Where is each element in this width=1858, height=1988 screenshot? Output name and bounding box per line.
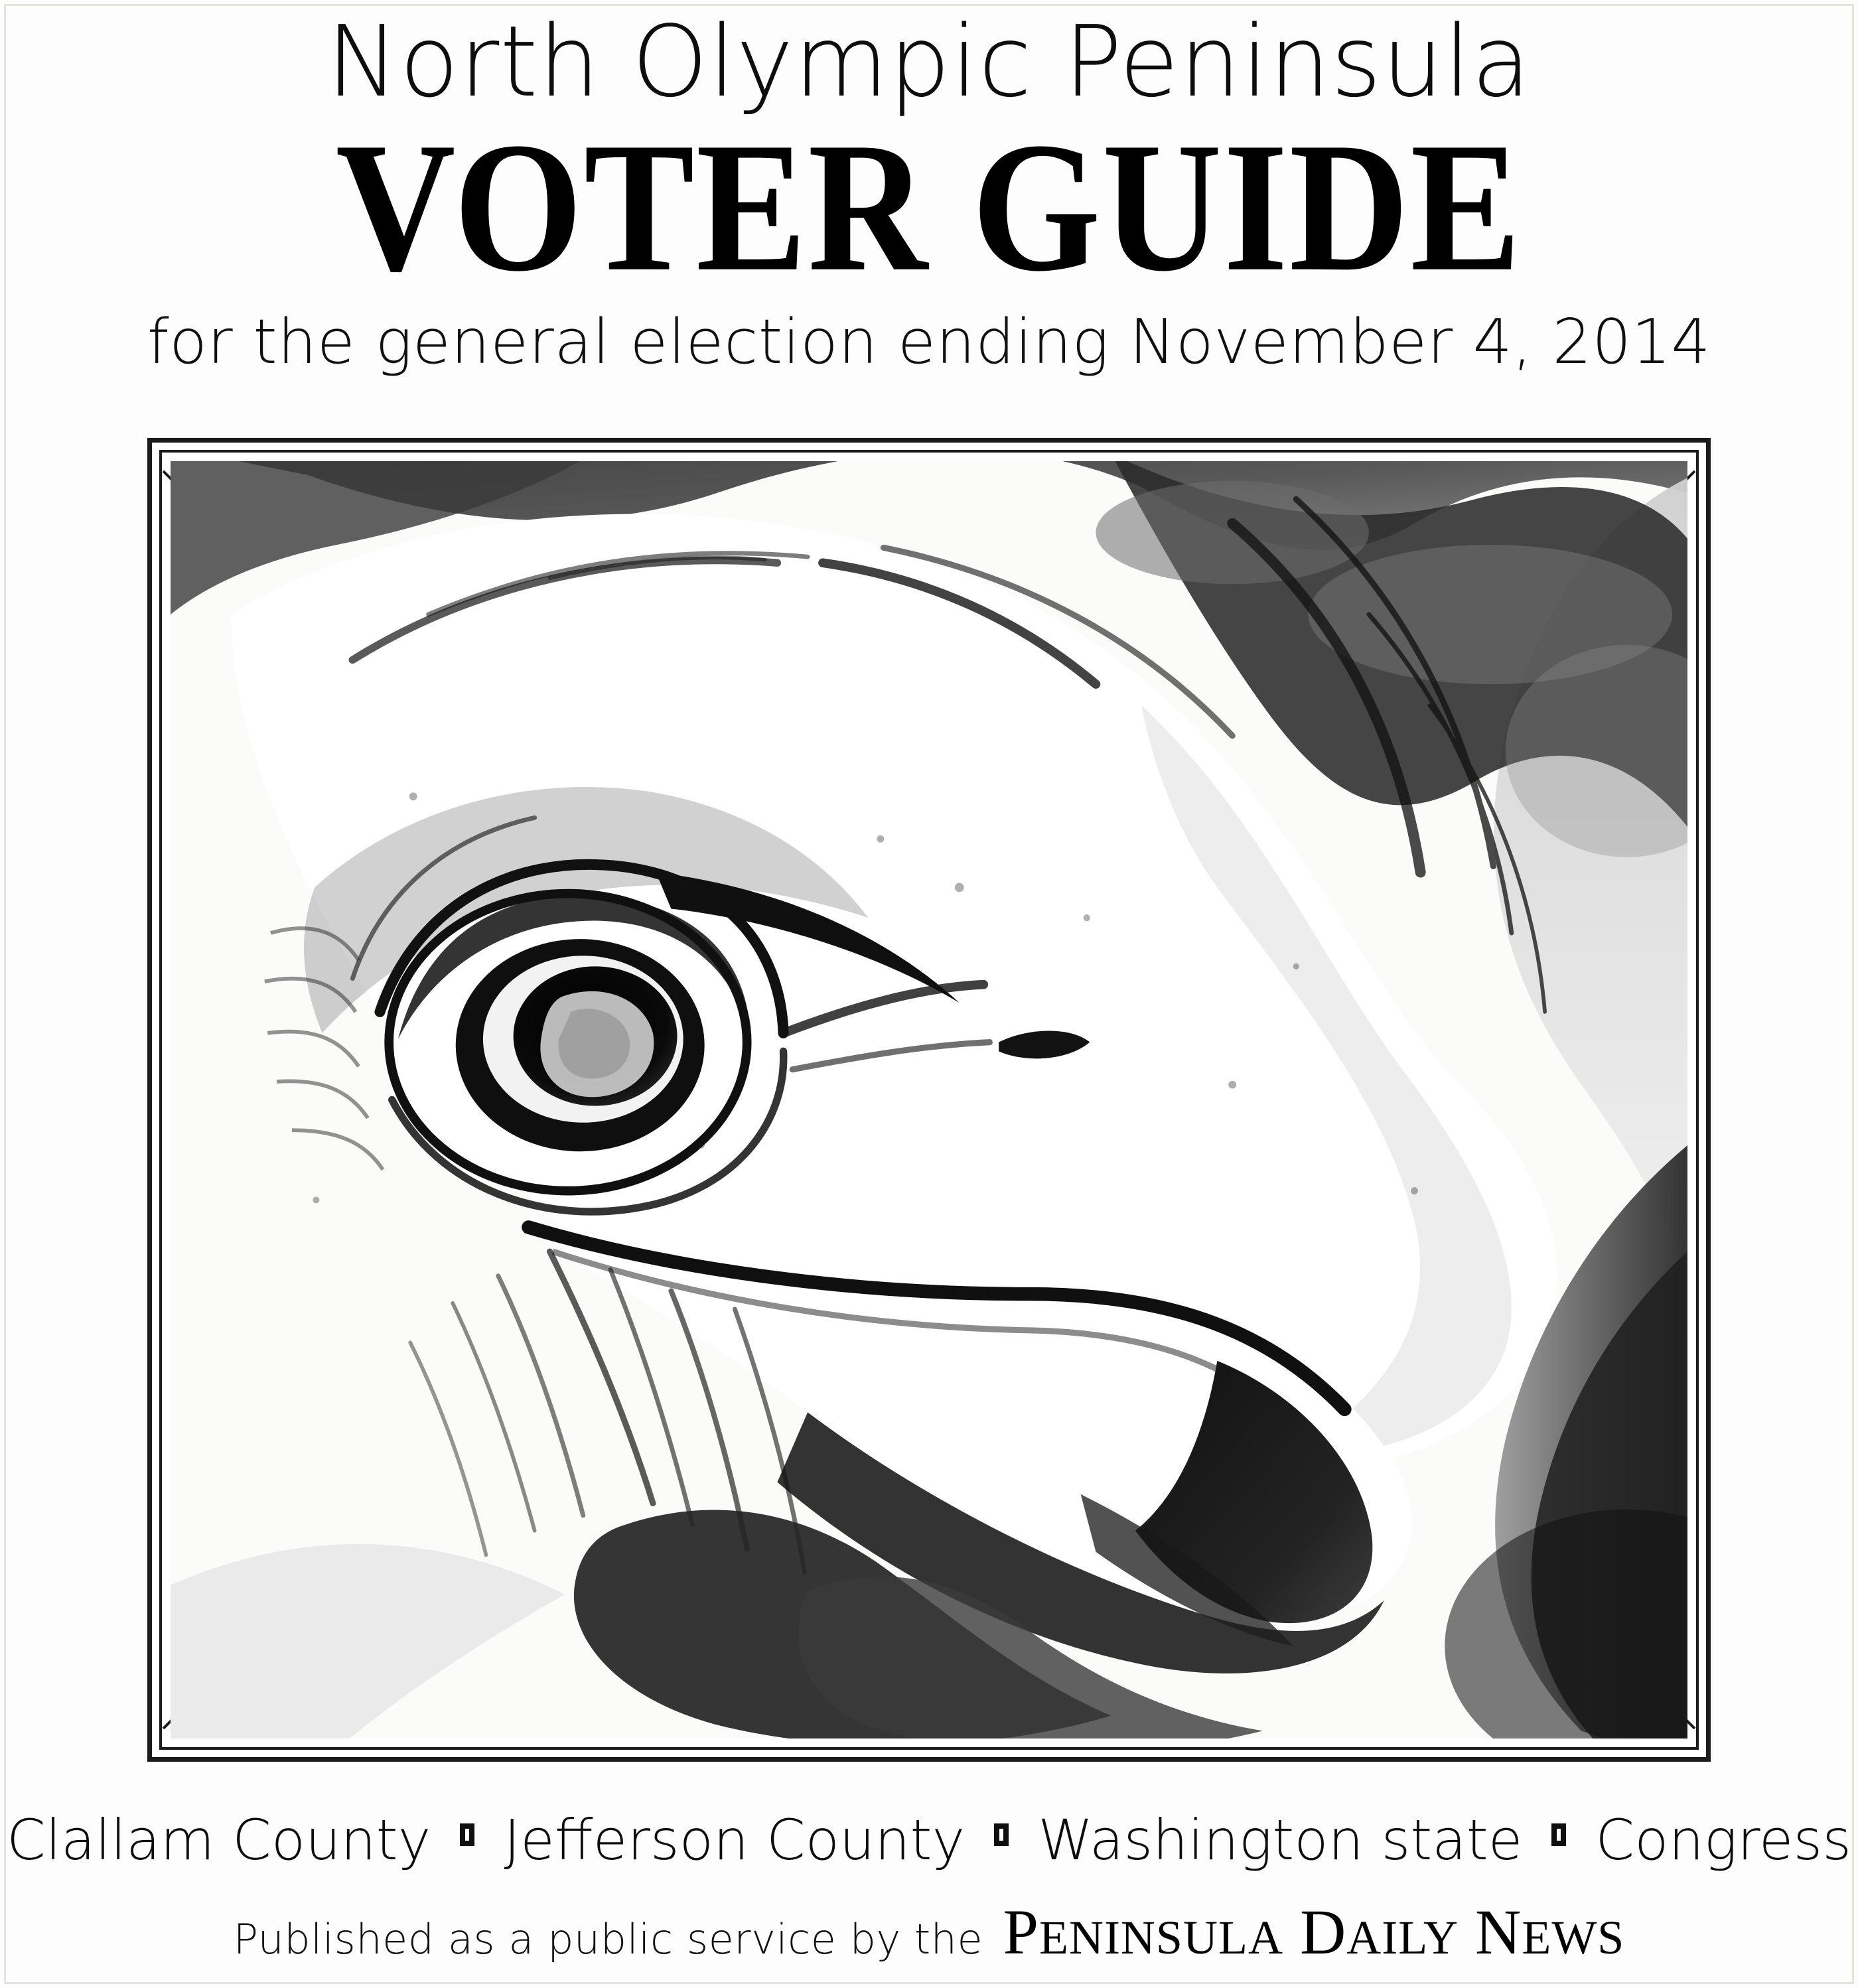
masthead-subtitle: for the general election ending November 4, 2014 (147, 306, 1711, 378)
publisher-name-part: AILY (1346, 1911, 1459, 1964)
section-index (0, 1808, 1858, 1873)
masthead (0, 5, 1858, 378)
eagle-illustration (171, 461, 1687, 1739)
publisher-name-part: P (1003, 1896, 1039, 1967)
publisher-name-part: EWS (1522, 1911, 1625, 1964)
publisher-prefix: Published as a public service by the (233, 1915, 983, 1963)
illustration-frame-inner (159, 450, 1699, 1750)
section-washington-state[interactable]: Washington state (1038, 1808, 1523, 1873)
publisher-name-part: ENINSULA (1038, 1911, 1283, 1964)
section-clallam-county[interactable]: Clallam County (7, 1808, 431, 1873)
publisher-name-part: N (1459, 1896, 1522, 1967)
publisher-name (1003, 1896, 1625, 1967)
square-bullet-icon (994, 1823, 1009, 1846)
section-congress[interactable]: Congress (1595, 1808, 1852, 1873)
page-title: VOTER GUIDE (335, 104, 1523, 311)
masthead-kicker: North Olympic Peninsula (326, 5, 1532, 119)
illustration-frame (147, 438, 1711, 1762)
publisher-name-part: D (1283, 1896, 1347, 1967)
square-bullet-icon (1551, 1823, 1566, 1846)
publisher-line (0, 1895, 1858, 1969)
section-jefferson-county[interactable]: Jefferson County (504, 1808, 965, 1873)
square-bullet-icon (460, 1823, 474, 1846)
